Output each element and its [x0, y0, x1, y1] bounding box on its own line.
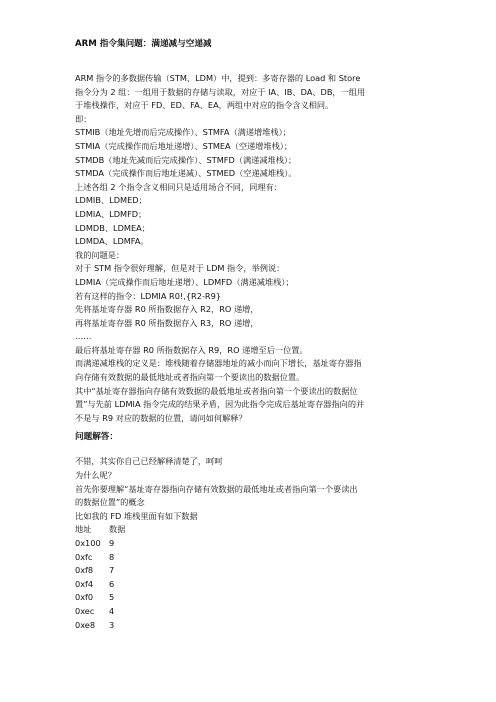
question-line: LDMDA、LDMFA。 — [75, 236, 149, 247]
answer-line: 比如我的 FD 堆栈里面有如下数据 — [75, 510, 198, 521]
table-cell-value: 7 — [109, 565, 115, 576]
question-line: 最后将基址寄存器 R0 所指数据存入 R9，RO 递增至后一位置。 — [75, 344, 308, 355]
question-line: 若有这样的指令：LDMIA R0!,{R2-R9} — [75, 290, 221, 301]
table-cell-value: 9 — [109, 538, 115, 548]
question-line: …… — [75, 331, 92, 342]
question-line: ARM 指令的多数据传输（STM、LDM）中，提到：多寄存器的 Load 和 Store — [75, 73, 361, 83]
table-header — [75, 523, 435, 537]
answer-heading: 问题解答： — [75, 432, 118, 443]
question-line: LDMIB、LDMED； — [75, 195, 147, 206]
answer-block — [75, 455, 435, 523]
document-page — [75, 38, 435, 632]
table-row — [75, 591, 435, 605]
table-cell-address: 0xfc — [75, 551, 93, 562]
document-title: ARM 指令集问题：满递减与空递减 — [75, 39, 212, 49]
table-cell-address: 0xf4 — [75, 578, 94, 589]
table-cell-value: 8 — [109, 551, 115, 562]
table-body — [75, 537, 435, 632]
table-cell-address: 0xf8 — [75, 565, 94, 576]
table-row — [75, 537, 435, 551]
question-line: 对于 STM 指令很好理解，但是对于 LDM 指令，举例说： — [75, 263, 285, 274]
question-line: STMIB（地址先增而后完成操作）、STMFA（满递增堆栈）； — [75, 127, 291, 138]
answer-line: 首先你要理解“基址寄存器指向存储有效数据的最低地址或者指向第一个要读出 — [75, 483, 358, 494]
question-line: 其中“基址寄存器指向存储有效数据的最低地址或者指向第一个要读出的数据位 — [75, 385, 358, 396]
table-cell-address: 0xe8 — [75, 619, 96, 630]
answer-line: 的数据位置”的概念 — [75, 497, 145, 508]
table-row — [75, 564, 435, 578]
table-cell-address: 0x100 — [75, 538, 101, 548]
question-line: STMDA（完成操作而后地址递减）、STMED（空递减堆栈）。 — [75, 168, 297, 179]
table-cell-address: 0xec — [75, 605, 95, 616]
answer-line: 为什么呢？ — [75, 470, 116, 481]
question-line: 向存储有效数据的最低地址或者指向第一个要读出的数据位置。 — [75, 372, 305, 383]
question-line: LDMDB、LDMEA； — [75, 222, 150, 233]
question-line: STMIA（完成操作而后地址递增）、STMEA（空递增堆栈）； — [75, 140, 293, 151]
table-row — [75, 619, 435, 633]
table-cell-address: 0xf0 — [75, 592, 94, 603]
question-line: LDMIA（完成操作而后地址递增）、LDMFD（满递减堆栈）； — [75, 276, 294, 287]
question-line: 先将基址寄存器 R0 所指数据存入 R2，RO 递增， — [75, 304, 259, 315]
question-line: 置”与先前 LDMIA 指令完成的结果矛盾，因为此指令完成后基址寄存器指向的并 — [75, 399, 365, 410]
table-cell-value: 3 — [109, 619, 115, 630]
question-line: 于堆栈操作，对应于 FD、ED、FA、EA，两组中对应的指令含义相同。 — [75, 100, 334, 111]
table-row — [75, 551, 435, 565]
question-line: 我的问题是： — [75, 249, 125, 260]
question-line: 而满递减堆栈的定义是：堆栈随着存储器地址的减小而向下增长，基址寄存器指 — [75, 358, 362, 369]
table-row — [75, 605, 435, 619]
table-header-value: 数据 — [109, 524, 126, 535]
question-block — [75, 72, 435, 425]
question-line: LDMIA、LDMFD； — [75, 208, 147, 219]
question-line: STMDB（地址先减而后完成操作）、STMFD（满递减堆栈）； — [75, 154, 297, 165]
table-cell-value: 6 — [109, 578, 115, 589]
answer-line: 不错，其实你自己已经解释清楚了，呵呵 — [75, 456, 223, 467]
question-line: 不是与 R9 对应的数据的位置，请问如何解释？ — [75, 412, 247, 423]
data-table — [75, 523, 435, 632]
question-line: 指令分为 2 组：一组用于数据的存储与读取，对应于 IA、IB、DA、DB，一组用 — [75, 86, 366, 97]
question-line: 再将基址寄存器 R0 所指数据存入 R3，RO 递增， — [75, 317, 259, 328]
table-cell-value: 4 — [109, 605, 115, 616]
question-line: 即： — [75, 113, 92, 124]
table-row — [75, 578, 435, 592]
table-cell-value: 5 — [109, 592, 115, 603]
table-header-address: 地址 — [75, 524, 92, 535]
question-line: 上述各组 2 个指令含义相同只是适用场合不同，同理有： — [75, 181, 282, 192]
